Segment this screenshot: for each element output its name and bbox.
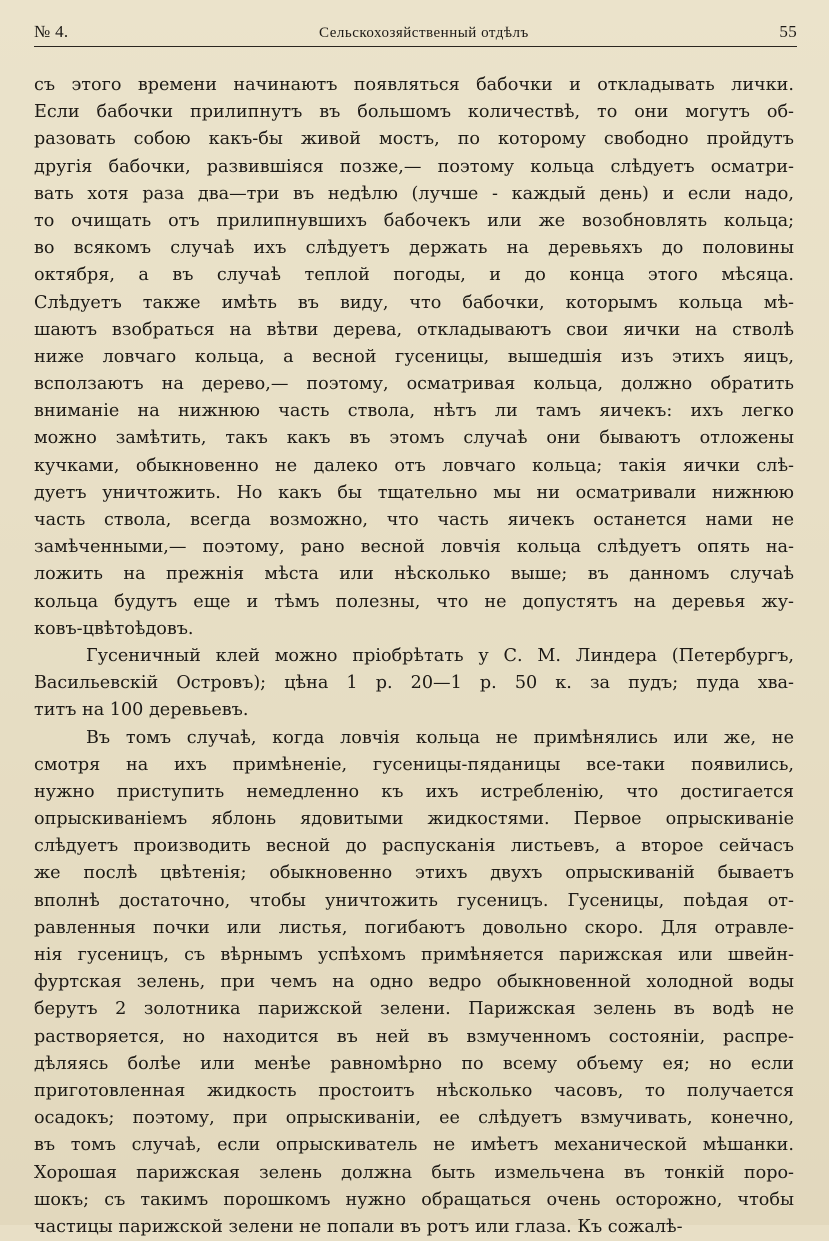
text-line: дуетъ уничтожить. Но какъ бы тщательно мы ни осматривали нижнюю [34,480,794,507]
text-line: можно замѣтить, такъ какъ въ этомъ случаѣ они бываютъ отложены [34,425,794,452]
text-line: фуртская зелень, при чемъ на одно ведро обыкновенной холодной воды [34,969,794,996]
paragraph [34,643,794,725]
text-line: берутъ 2 золотника парижской зелени. Парижская зелень въ водѣ не [34,996,794,1023]
text-line: Въ томъ случаѣ, когда ловчія кольца не примѣнялись или же, не [34,725,794,752]
text-line: Хорошая парижская зелень должна быть измельчена въ тонкій поро- [34,1160,794,1187]
text-line: приготовленная жидкость простоитъ нѣсколько часовъ, то получается [34,1078,794,1105]
text-line: шаютъ взобраться на вѣтви дерева, откладываютъ свои яички на стволѣ [34,317,794,344]
text-line: же послѣ цвѣтенія; обыкновенно этихъ двухъ опрыскиваній бываетъ [34,860,794,887]
text-line: шокъ; съ такимъ порошкомъ нужно обращаться очень осторожно, чтобы [34,1187,794,1214]
text-line: нія гусеницъ, съ вѣрнымъ успѣхомъ примѣняется парижская или швейн- [34,942,794,969]
text-line: октября, а въ случаѣ теплой погоды, и до конца этого мѣсяца. [34,262,794,289]
text-line: вполнѣ достаточно, чтобы уничтожить гусеницъ. Гусеницы, поѣдая от- [34,888,794,915]
section-title: Сельскохозяйственный отдѣлъ [319,25,529,42]
text-line: Слѣдуетъ также имѣть въ виду, что бабочки, которымъ кольца мѣ- [34,290,794,317]
text-line: часть ствола, всегда возможно, что часть яичекъ останется нами не [34,507,794,534]
text-line: смотря на ихъ примѣненіе, гусеницы-пяданицы все-таки появились, [34,752,794,779]
text-line: разовать собою какъ-бы живой мостъ, по которому свободно пройдутъ [34,126,794,153]
text-line: слѣдуетъ производить весной до распусканія листьевъ, а второе сейчасъ [34,833,794,860]
text-line: осадокъ; поэтому, при опрыскиваніи, ее слѣдуетъ взмучивать, конечно, [34,1105,794,1132]
text-line: замѣченными,— поэтому, рано весной ловчія кольца слѣдуетъ опять на- [34,534,794,561]
text-line: Васильевскій Островъ); цѣна 1 р. 20—1 р. 50 к. за пудъ; пуда хва- [34,670,794,697]
text-line: ниже ловчаго кольца, а весной гусеницы, вышедшія изъ этихъ яицъ, [34,344,794,371]
text-line: Если бабочки прилипнутъ въ большомъ количествѣ, то они могутъ об- [34,99,794,126]
text-line: вниманіе на нижнюю часть ствола, нѣтъ ли тамъ яичекъ: ихъ легко [34,398,794,425]
text-line: Гусеничный клей можно пріобрѣтать у С. М. Линдера (Петербургъ, [34,643,794,670]
running-header [34,22,797,48]
issue-number: № 4. [34,22,68,42]
text-line: опрыскиваніемъ яблонь ядовитыми жидкостями. Первое опрыскиваніе [34,806,794,833]
text-line: въ томъ случаѣ, если опрыскиватель не имѣетъ механической мѣшанки. [34,1132,794,1159]
body-text [34,72,794,1241]
text-line: съ этого времени начинаютъ появляться бабочки и откладывать лички. [34,72,794,99]
text-line: ложить на прежнія мѣста или нѣсколько выше; въ данномъ случаѣ [34,561,794,588]
page-number: 55 [779,22,797,42]
paragraph [34,725,794,1241]
text-line: другія бабочки, развившіяся позже,— поэтому кольца слѣдуетъ осматри- [34,154,794,181]
text-line: титъ на 100 деревьевъ. [34,697,794,724]
text-line: дѣляясь болѣе или менѣе равномѣрно по всему объему ея; но если [34,1051,794,1078]
header-rule [34,46,797,47]
text-line: то очищать отъ прилипнувшихъ бабочекъ или же возобновлять кольца; [34,208,794,235]
text-line: во всякомъ случаѣ ихъ слѣдуетъ держать на деревьяхъ до половины [34,235,794,262]
text-line: всползаютъ на дерево,— поэтому, осматривая кольца, должно обратить [34,371,794,398]
text-line: нужно приступить немедленно къ ихъ истребленію, что достигается [34,779,794,806]
text-line: ковъ-цвѣтоѣдовъ. [34,616,794,643]
text-line: частицы парижской зелени не попали въ ротъ или глаза. Къ сожалѣ- [34,1214,794,1241]
paragraph [34,72,794,643]
text-line: равленныя почки или листья, погибаютъ довольно скоро. Для отравле- [34,915,794,942]
text-line: кучками, обыкновенно не далеко отъ ловчаго кольца; такія яички слѣ- [34,453,794,480]
text-line: вать хотя раза два—три въ недѣлю (лучше - каждый день) и если надо, [34,181,794,208]
text-line: растворяется, но находится въ ней въ взмученномъ состояніи, распре- [34,1024,794,1051]
text-line: кольца будутъ еще и тѣмъ полезны, что не допустятъ на деревья жу- [34,589,794,616]
